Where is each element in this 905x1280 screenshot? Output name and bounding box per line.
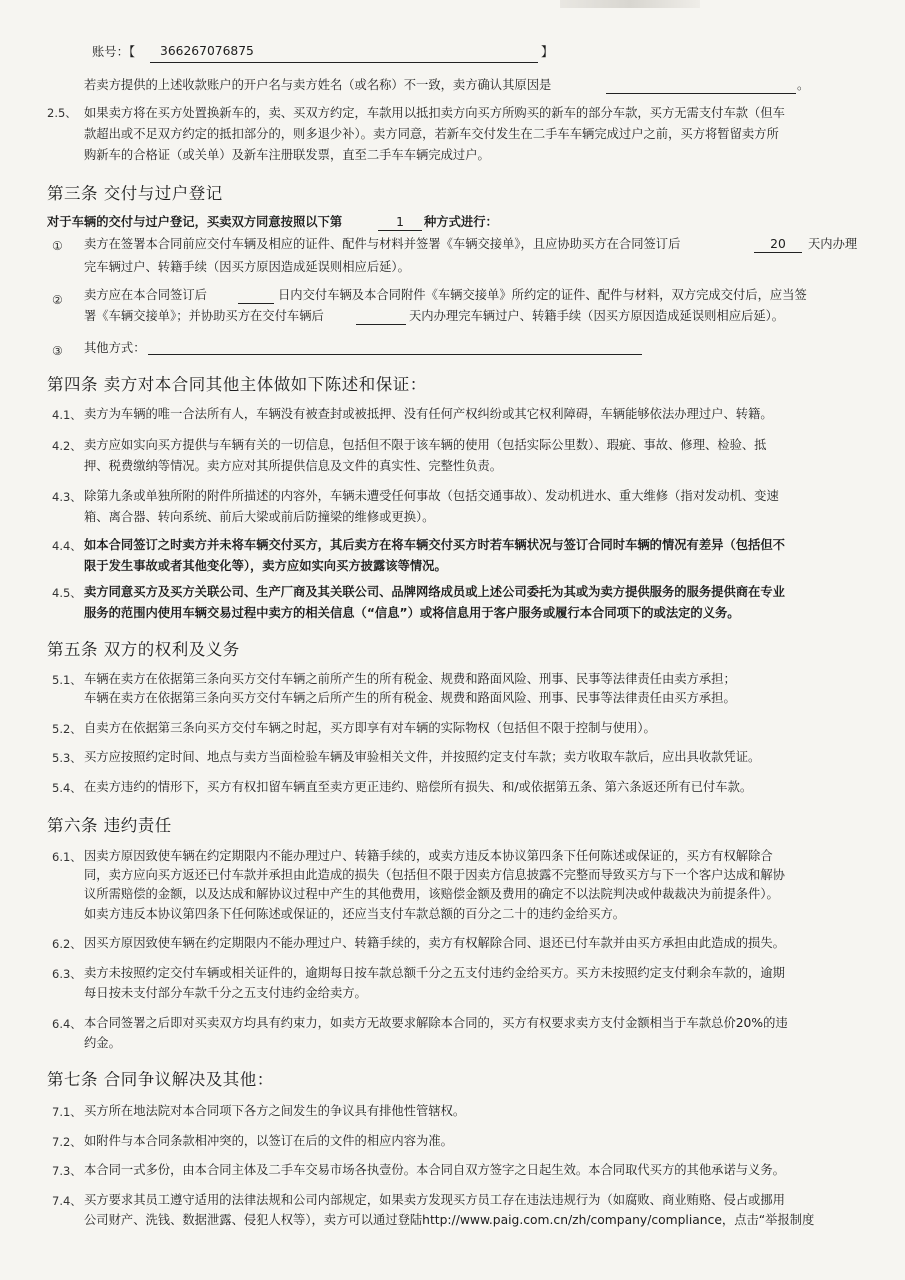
clause-line: 如本合同签订之时卖方并未将车辆交付买方，其后卖方在将车辆交付买方时若车辆状况与签订合同时车辆的情况有差异（包括但不 bbox=[84, 538, 785, 552]
clause-2-5-line: 如果卖方将在买方处置换新车的，卖、买双方约定，车款用以抵扣卖方向买方所购买的新车的部分车款，买方无需支付车款（但车 bbox=[84, 106, 785, 120]
section-4-title: 第四条 卖方对本合同其他主体做如下陈述和保证： bbox=[47, 375, 427, 394]
option-1-text: 卖方在签署本合同前应交付车辆及相应的证件、配件与材料并签署《车辆交接单》，且应协助买方在合同签订后 bbox=[84, 237, 681, 251]
clause-line: 箱、离合器、转向系统、前后大梁或前后防撞梁的维修或更换）。 bbox=[84, 510, 435, 524]
clause-number: 6.4、 bbox=[52, 1017, 82, 1031]
section-3-method-underline bbox=[378, 230, 422, 231]
account-note: 若卖方提供的上述收款账户的开户名与卖方姓名（或名称）不一致，卖方确认其原因是 bbox=[84, 78, 552, 92]
clause-line: 每日按未支付部分车款千分之五支付违约金给卖方。 bbox=[84, 986, 367, 1000]
clause-line: 因卖方原因致使车辆在约定期限内不能办理过户、转籍手续的，或卖方违反本协议第四条下任何陈述或保证的，买方有权解除合 bbox=[84, 849, 773, 863]
clause-number: 5.3、 bbox=[52, 751, 82, 765]
option-3-blank bbox=[148, 354, 642, 355]
account-label: 账号：【 bbox=[92, 45, 136, 59]
clause-line: 公司财产、洗钱、数据泄露、侵犯人权等），卖方可以通过登陆http://www.paig.com.cn/zh/company/compliance，点击“举报制度 bbox=[84, 1213, 815, 1227]
clause-line: 约金。 bbox=[84, 1036, 121, 1050]
clause-number: 5.2、 bbox=[52, 722, 82, 736]
clause-line: 因买方原因致使车辆在约定期限内不能办理过户、转籍手续的，卖方有权解除合同、退还已付车款并由买方承担由此造成的损失。 bbox=[84, 936, 785, 950]
clause-number: 5.4、 bbox=[52, 781, 82, 795]
option-2-transfer-blank bbox=[356, 324, 406, 325]
option-1-marker: ① bbox=[52, 239, 63, 253]
clause-line: 本合同签署之后即对买卖双方均具有约束力，如卖方无故要求解除本合同的，买方有权要求卖方支付金额相当于车款总价20%的违 bbox=[84, 1016, 788, 1030]
option-3-marker: ③ bbox=[52, 344, 63, 358]
clause-line: 服务的范围内使用车辆交易过程中卖方的相关信息（“信息”）或将信息用于客户服务或履行本合同项下的或法定的义务。 bbox=[84, 606, 740, 620]
option-1-text: 完车辆过户、转籍手续（因买方原因造成延误则相应后延）。 bbox=[84, 260, 410, 274]
clause-line: 自卖方在依据第三条向买方交付车辆之时起，买方即享有对车辆的实际物权（包括但不限于控制与使用）。 bbox=[84, 721, 656, 735]
clause-number: 4.4、 bbox=[52, 539, 82, 553]
clause-line: 在卖方违约的情形下，买方有权扣留车辆直至卖方更正违约、赔偿所有损失、和/或依据第五条、第六条返还所有已付车款。 bbox=[84, 780, 753, 794]
clause-number: 4.5、 bbox=[52, 586, 82, 600]
clause-number: 4.3、 bbox=[52, 490, 82, 504]
account-number: 366267076875 bbox=[160, 44, 254, 58]
clause-line: 如附件与本合同条款相冲突的，以签订在后的文件的相应内容为准。 bbox=[84, 1134, 453, 1148]
option-3-label: 其他方式： bbox=[84, 341, 146, 355]
clause-number: 4.1、 bbox=[52, 408, 82, 422]
scan-artifact bbox=[560, 0, 700, 8]
section-3-method-value: 1 bbox=[396, 215, 404, 229]
clause-line: 买方所在地法院对本合同项下各方之间发生的争议具有排他性管辖权。 bbox=[84, 1104, 466, 1118]
clause-number: 7.2、 bbox=[52, 1135, 82, 1149]
option-1-days: 20 bbox=[770, 237, 786, 251]
clause-number: 6.3、 bbox=[52, 967, 82, 981]
option-2-text: 卖方应在本合同签订后 bbox=[84, 288, 207, 302]
clause-line: 卖方同意买方及买方关联公司、生产厂商及其关联公司、品牌网络成员或上述公司委托为其或为卖方提供服务的服务提供商在专业 bbox=[84, 585, 785, 599]
option-2-text: 天内办理完车辆过户、转籍手续（因买方原因造成延误则相应后延）。 bbox=[409, 309, 785, 323]
clause-line: 同，卖方应向买方返还已付车款并承担由此造成的损失（包括但不限于因卖方信息披露不完整而导致买方与下一个客户达成和解协 bbox=[84, 868, 785, 882]
option-1-days-underline bbox=[754, 252, 802, 253]
option-2-text: 日内交付车辆及本合同附件《车辆交接单》所约定的证件、配件与材料，双方完成交付后，应当签 bbox=[278, 288, 807, 302]
clause-line: 押、税费缴纳等情况。卖方应对其所提供信息及文件的真实性、完整性负责。 bbox=[84, 459, 503, 473]
clause-number: 5.1、 bbox=[52, 673, 82, 687]
clause-line: 议所需赔偿的金额，以及达成和解协议过程中产生的其他费用，该赔偿金额及费用的确定不以法院判决或仲裁裁决为前提条件）。 bbox=[84, 887, 779, 901]
clause-number: 6.2、 bbox=[52, 937, 82, 951]
option-1-text-end: 天内办理 bbox=[808, 237, 858, 251]
clause-2-5-number: 2.5、 bbox=[47, 106, 77, 120]
clause-number: 6.1、 bbox=[52, 850, 82, 864]
section-3-intro: 对于车辆的交付与过户登记，买卖双方同意按照以下第 bbox=[47, 215, 343, 229]
clause-line: 车辆在卖方在依据第三条向买方交付车辆之后所产生的所有税金、规费和路面风险、刑事、民事等法律责任由买方承担。 bbox=[84, 691, 736, 705]
clause-number: 7.4、 bbox=[52, 1194, 82, 1208]
clause-number: 7.3、 bbox=[52, 1164, 82, 1178]
section-7-title: 第七条 合同争议解决及其他： bbox=[47, 1070, 274, 1089]
clause-line: 买方要求其员工遵守适用的法律法规和公司内部规定，如果卖方发现买方员工存在违法违规行为（如腐败、商业贿赂、侵占或挪用 bbox=[84, 1193, 785, 1207]
section-3-intro-end: 种方式进行： bbox=[424, 215, 498, 229]
clause-number: 4.2、 bbox=[52, 439, 82, 453]
clause-line: 车辆在卖方在依据第三条向买方交付车辆之前所产生的所有税金、规费和路面风险、刑事、民事等法律责任由卖方承担； bbox=[84, 672, 736, 686]
option-2-marker: ② bbox=[52, 293, 63, 307]
section-5-title: 第五条 双方的权利及义务 bbox=[47, 640, 240, 659]
clause-line: 限于发生事故或者其他变化等），卖方应如实向买方披露该等情况。 bbox=[84, 559, 447, 573]
option-2-text: 署《车辆交接单》；并协助买方在交付车辆后 bbox=[84, 309, 324, 323]
account-note-end: 。 bbox=[797, 78, 810, 92]
clause-line: 卖方为车辆的唯一合法所有人，车辆没有被查封或被抵押、没有任何产权纠纷或其它权利障碍，车辆能够依法办理过户、转籍。 bbox=[84, 407, 773, 421]
clause-line: 卖方未按照约定交付车辆或相关证件的，逾期每日按车款总额千分之五支付违约金给买方。买方未按照约定支付剩余车款的，逾期 bbox=[84, 966, 785, 980]
account-underline bbox=[150, 62, 538, 63]
clause-line: 除第九条或单独所附的附件所描述的内容外，车辆未遭受任何事故（包括交通事故）、发动机进水、重大维修（指对发动机、变速 bbox=[84, 489, 779, 503]
clause-line: 本合同一式多份，由本合同主体及二手车交易市场各执壹份。本合同自双方签字之日起生效。本合同取代买方的其他承诺与义务。 bbox=[84, 1163, 785, 1177]
clause-line: 如卖方违反本协议第四条下任何陈述或保证的，还应当支付车款总额的百分之二十的违约金给买方。 bbox=[84, 907, 626, 921]
section-6-title: 第六条 违约责任 bbox=[47, 816, 172, 835]
option-2-days-blank bbox=[238, 303, 274, 304]
clause-2-5-line: 款超出或不足双方约定的抵扣部分的，则多退少补）。卖方同意，若新车交付发生在二手车车辆完成过户之前，买方将暂留卖方所 bbox=[84, 127, 779, 141]
clause-number: 7.1、 bbox=[52, 1105, 82, 1119]
section-3-title: 第三条 交付与过户登记 bbox=[47, 184, 223, 203]
clause-line: 买方应按照约定时间、地点与卖方当面检验车辆及审验相关文件，并按照约定支付车款；卖方收取车款后，应出具收款凭证。 bbox=[84, 750, 761, 764]
account-note-blank bbox=[606, 93, 796, 94]
account-close: 】 bbox=[541, 45, 554, 59]
clause-line: 卖方应如实向买方提供与车辆有关的一切信息，包括但不限于该车辆的使用（包括实际公里数）、瑕疵、事故、修理、检验、抵 bbox=[84, 438, 767, 452]
clause-2-5-line: 购新车的合格证（或关单）及新车注册联发票，直至二手车车辆完成过户。 bbox=[84, 148, 490, 162]
